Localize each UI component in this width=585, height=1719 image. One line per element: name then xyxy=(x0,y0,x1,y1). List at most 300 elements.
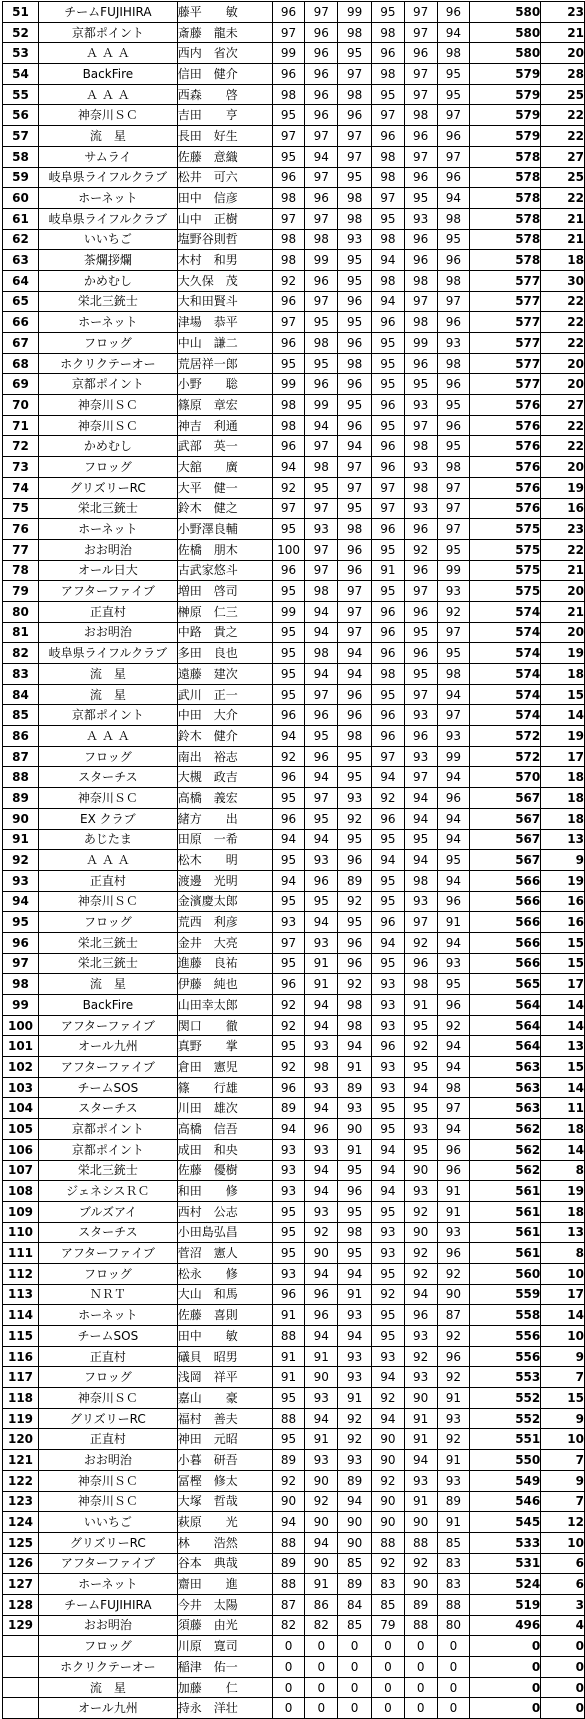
total-score-cell: 578 xyxy=(470,167,541,188)
series-1-cell: 88 xyxy=(272,1574,305,1595)
series-1-cell: 96 xyxy=(272,1284,305,1305)
series-2-cell: 0 xyxy=(305,1698,338,1719)
team-cell: 栄北三銃士 xyxy=(39,932,178,953)
series-4-cell: 95 xyxy=(372,353,405,374)
rank-cell: 64 xyxy=(3,270,39,291)
series-4-cell: 93 xyxy=(372,974,405,995)
series-2-cell: 97 xyxy=(305,291,338,312)
series-6-cell: 89 xyxy=(437,1491,470,1512)
series-4-cell: 83 xyxy=(372,1574,405,1595)
series-5-cell: 90 xyxy=(404,1388,437,1409)
series-5-cell: 96 xyxy=(404,250,437,271)
series-5-cell: 95 xyxy=(404,664,437,685)
series-2-cell: 96 xyxy=(305,43,338,64)
series-6-cell: 96 xyxy=(437,415,470,436)
series-1-cell: 96 xyxy=(272,167,305,188)
series-6-cell: 97 xyxy=(437,622,470,643)
shooter-name-cell: 西森 啓 xyxy=(177,84,272,105)
series-3-cell: 91 xyxy=(338,1388,372,1409)
series-3-cell: 98 xyxy=(338,1015,372,1036)
total-score-cell: 566 xyxy=(470,870,541,891)
inner-ten-count-cell: 28 xyxy=(541,64,585,85)
team-cell: アフターファイブ xyxy=(39,1243,178,1264)
series-5-cell: 96 xyxy=(404,1305,437,1326)
shooter-name-cell: 増田 啓司 xyxy=(177,581,272,602)
series-5-cell: 96 xyxy=(404,167,437,188)
series-3-cell: 96 xyxy=(338,539,372,560)
table-row xyxy=(3,726,585,747)
series-5-cell: 98 xyxy=(404,270,437,291)
shooter-name-cell: 佐藤 意織 xyxy=(177,146,272,167)
shooter-name-cell: 古武家悠斗 xyxy=(177,560,272,581)
table-row xyxy=(3,1326,585,1347)
series-6-cell: 92 xyxy=(437,1367,470,1388)
total-score-cell: 562 xyxy=(470,1139,541,1160)
total-score-cell: 556 xyxy=(470,1326,541,1347)
series-4-cell: 95 xyxy=(372,684,405,705)
series-3-cell: 95 xyxy=(338,250,372,271)
series-4-cell: 96 xyxy=(372,643,405,664)
series-4-cell: 96 xyxy=(372,1036,405,1057)
series-1-cell: 96 xyxy=(272,333,305,354)
series-4-cell: 93 xyxy=(372,1057,405,1078)
series-4-cell: 93 xyxy=(372,1346,405,1367)
shooter-name-cell: 佐藤 喜則 xyxy=(177,1305,272,1326)
series-1-cell: 96 xyxy=(272,436,305,457)
series-1-cell: 93 xyxy=(272,1181,305,1202)
rank-cell: 88 xyxy=(3,767,39,788)
shooter-name-cell: 今井 太陽 xyxy=(177,1594,272,1615)
series-6-cell: 91 xyxy=(437,1181,470,1202)
series-6-cell: 94 xyxy=(437,1036,470,1057)
series-2-cell: 91 xyxy=(305,953,338,974)
series-6-cell: 93 xyxy=(437,581,470,602)
series-4-cell: 96 xyxy=(372,601,405,622)
shooter-name-cell: 松木 明 xyxy=(177,850,272,871)
table-row xyxy=(3,664,585,685)
shooter-name-cell: 塩野谷則哲 xyxy=(177,229,272,250)
total-score-cell: 556 xyxy=(470,1346,541,1367)
series-4-cell: 95 xyxy=(372,870,405,891)
series-2-cell: 91 xyxy=(305,1574,338,1595)
team-cell: オール九州 xyxy=(39,1698,178,1719)
team-cell: 神奈川ＳＣ xyxy=(39,891,178,912)
total-score-cell: 551 xyxy=(470,1429,541,1450)
series-6-cell: 95 xyxy=(437,64,470,85)
series-3-cell: 91 xyxy=(338,1057,372,1078)
shooter-name-cell: 成田 和央 xyxy=(177,1139,272,1160)
team-cell: 流 星 xyxy=(39,684,178,705)
total-score-cell: 577 xyxy=(470,291,541,312)
series-5-cell: 95 xyxy=(404,1098,437,1119)
series-1-cell: 99 xyxy=(272,601,305,622)
inner-ten-count-cell: 10 xyxy=(541,1429,585,1450)
series-5-cell: 97 xyxy=(404,767,437,788)
rank-cell: 124 xyxy=(3,1512,39,1533)
series-3-cell: 0 xyxy=(338,1698,372,1719)
series-1-cell: 96 xyxy=(272,64,305,85)
rank-cell: 103 xyxy=(3,1077,39,1098)
rank-cell: 95 xyxy=(3,912,39,933)
total-score-cell: 577 xyxy=(470,353,541,374)
inner-ten-count-cell: 16 xyxy=(541,498,585,519)
team-cell: 茶爛拶爛 xyxy=(39,250,178,271)
series-1-cell: 97 xyxy=(272,932,305,953)
inner-ten-count-cell: 20 xyxy=(541,622,585,643)
series-2-cell: 0 xyxy=(305,1657,338,1678)
series-5-cell: 0 xyxy=(404,1636,437,1657)
series-2-cell: 0 xyxy=(305,1636,338,1657)
team-cell: 正直村 xyxy=(39,601,178,622)
series-4-cell: 95 xyxy=(372,208,405,229)
rank-cell: 73 xyxy=(3,457,39,478)
table-row xyxy=(3,105,585,126)
total-score-cell: 561 xyxy=(470,1201,541,1222)
series-4-cell: 90 xyxy=(372,1491,405,1512)
series-2-cell: 93 xyxy=(305,932,338,953)
inner-ten-count-cell: 17 xyxy=(541,974,585,995)
team-cell: 京都ポイント xyxy=(39,22,178,43)
series-4-cell: 96 xyxy=(372,519,405,540)
series-5-cell: 93 xyxy=(404,1326,437,1347)
series-3-cell: 94 xyxy=(338,436,372,457)
series-6-cell: 96 xyxy=(437,1160,470,1181)
shooter-name-cell: 津場 恭平 xyxy=(177,312,272,333)
total-score-cell: 578 xyxy=(470,229,541,250)
shooter-name-cell: 川原 寛司 xyxy=(177,1636,272,1657)
inner-ten-count-cell: 0 xyxy=(541,1677,585,1698)
table-row xyxy=(3,912,585,933)
inner-ten-count-cell: 19 xyxy=(541,477,585,498)
series-3-cell: 91 xyxy=(338,1284,372,1305)
table-row xyxy=(3,1222,585,1243)
team-cell: スターチス xyxy=(39,1098,178,1119)
table-row xyxy=(3,1098,585,1119)
series-4-cell: 94 xyxy=(372,850,405,871)
series-4-cell: 96 xyxy=(372,436,405,457)
series-3-cell: 93 xyxy=(338,1367,372,1388)
series-6-cell: 90 xyxy=(437,1284,470,1305)
series-1-cell: 93 xyxy=(272,1160,305,1181)
inner-ten-count-cell: 15 xyxy=(541,1057,585,1078)
series-3-cell: 94 xyxy=(338,664,372,685)
team-cell: BackFire xyxy=(39,995,178,1016)
rank-cell: 129 xyxy=(3,1615,39,1636)
series-2-cell: 95 xyxy=(305,477,338,498)
series-6-cell: 98 xyxy=(437,353,470,374)
inner-ten-count-cell: 20 xyxy=(541,374,585,395)
series-5-cell: 91 xyxy=(404,995,437,1016)
series-5-cell: 97 xyxy=(404,2,437,23)
team-cell: フロッグ xyxy=(39,333,178,354)
total-score-cell: 578 xyxy=(470,146,541,167)
series-3-cell: 98 xyxy=(338,188,372,209)
series-5-cell: 95 xyxy=(404,1015,437,1036)
shooter-name-cell: 榊原 仁三 xyxy=(177,601,272,622)
table-row xyxy=(3,477,585,498)
team-cell: ホクリクテーオー xyxy=(39,353,178,374)
table-row xyxy=(3,43,585,64)
team-cell: 京都ポイント xyxy=(39,1119,178,1140)
series-4-cell: 95 xyxy=(372,333,405,354)
rank-cell xyxy=(3,1657,39,1678)
series-6-cell: 92 xyxy=(437,1429,470,1450)
series-1-cell: 96 xyxy=(272,1077,305,1098)
rank-cell: 86 xyxy=(3,726,39,747)
series-2-cell: 98 xyxy=(305,457,338,478)
series-4-cell: 96 xyxy=(372,395,405,416)
table-row xyxy=(3,312,585,333)
inner-ten-count-cell: 17 xyxy=(541,746,585,767)
table-row xyxy=(3,291,585,312)
total-score-cell: 576 xyxy=(470,457,541,478)
series-2-cell: 90 xyxy=(305,1470,338,1491)
rank-cell: 104 xyxy=(3,1098,39,1119)
rank-cell: 84 xyxy=(3,684,39,705)
series-1-cell: 0 xyxy=(272,1677,305,1698)
table-row xyxy=(3,1015,585,1036)
series-1-cell: 98 xyxy=(272,229,305,250)
series-5-cell: 93 xyxy=(404,705,437,726)
team-cell: グリズリーRC xyxy=(39,1532,178,1553)
inner-ten-count-cell: 20 xyxy=(541,353,585,374)
total-score-cell: 572 xyxy=(470,726,541,747)
series-2-cell: 96 xyxy=(305,270,338,291)
series-4-cell: 95 xyxy=(372,1326,405,1347)
shooter-name-cell: 荒西 利彦 xyxy=(177,912,272,933)
team-cell: オール日大 xyxy=(39,560,178,581)
shooter-name-cell: 齋田 進 xyxy=(177,1574,272,1595)
series-4-cell: 98 xyxy=(372,664,405,685)
rank-cell: 128 xyxy=(3,1594,39,1615)
shooter-name-cell: 小野澤良輔 xyxy=(177,519,272,540)
team-cell: Ａ Ａ Ａ xyxy=(39,84,178,105)
series-4-cell: 0 xyxy=(372,1677,405,1698)
series-6-cell: 92 xyxy=(437,601,470,622)
total-score-cell: 561 xyxy=(470,1243,541,1264)
series-5-cell: 89 xyxy=(404,1594,437,1615)
total-score-cell: 0 xyxy=(470,1677,541,1698)
series-1-cell: 89 xyxy=(272,1098,305,1119)
shooter-name-cell: 菅沼 憲人 xyxy=(177,1243,272,1264)
series-5-cell: 90 xyxy=(404,1160,437,1181)
team-cell: 京都ポイント xyxy=(39,374,178,395)
series-6-cell: 92 xyxy=(437,1015,470,1036)
total-score-cell: 579 xyxy=(470,64,541,85)
team-cell: アフターファイブ xyxy=(39,581,178,602)
series-3-cell: 98 xyxy=(338,353,372,374)
table-row xyxy=(3,1160,585,1181)
rank-cell: 115 xyxy=(3,1326,39,1347)
table-row xyxy=(3,250,585,271)
series-5-cell: 92 xyxy=(404,1243,437,1264)
rank-cell: 90 xyxy=(3,808,39,829)
series-1-cell: 92 xyxy=(272,1470,305,1491)
series-1-cell: 98 xyxy=(272,250,305,271)
rank-cell: 99 xyxy=(3,995,39,1016)
rank-cell: 96 xyxy=(3,932,39,953)
shooter-name-cell: 関口 徹 xyxy=(177,1015,272,1036)
inner-ten-count-cell: 21 xyxy=(541,22,585,43)
team-cell: BackFire xyxy=(39,64,178,85)
series-2-cell: 97 xyxy=(305,126,338,147)
team-cell: 栄北三銃士 xyxy=(39,498,178,519)
team-cell: 神奈川ＳＣ xyxy=(39,1388,178,1409)
series-1-cell: 94 xyxy=(272,1119,305,1140)
series-2-cell: 94 xyxy=(305,1408,338,1429)
series-1-cell: 89 xyxy=(272,1553,305,1574)
series-2-cell: 93 xyxy=(305,519,338,540)
series-3-cell: 95 xyxy=(338,1243,372,1264)
inner-ten-count-cell: 0 xyxy=(541,1636,585,1657)
team-cell: ホクリクテーオー xyxy=(39,1657,178,1678)
team-cell: Ａ Ａ Ａ xyxy=(39,43,178,64)
team-cell: 栄北三銃士 xyxy=(39,291,178,312)
total-score-cell: 576 xyxy=(470,395,541,416)
total-score-cell: 579 xyxy=(470,126,541,147)
series-5-cell: 98 xyxy=(404,105,437,126)
series-2-cell: 94 xyxy=(305,1326,338,1347)
table-row xyxy=(3,1201,585,1222)
rank-cell: 80 xyxy=(3,601,39,622)
rank-cell: 110 xyxy=(3,1222,39,1243)
total-score-cell: 577 xyxy=(470,270,541,291)
series-1-cell: 98 xyxy=(272,415,305,436)
series-2-cell: 93 xyxy=(305,1201,338,1222)
rank-cell: 83 xyxy=(3,664,39,685)
series-1-cell: 99 xyxy=(272,374,305,395)
series-2-cell: 96 xyxy=(305,1284,338,1305)
series-5-cell: 0 xyxy=(404,1698,437,1719)
series-2-cell: 94 xyxy=(305,1160,338,1181)
inner-ten-count-cell: 16 xyxy=(541,912,585,933)
series-3-cell: 97 xyxy=(338,126,372,147)
shooter-name-cell: 田原 一希 xyxy=(177,829,272,850)
series-4-cell: 94 xyxy=(372,1181,405,1202)
shooter-name-cell: 須藤 由光 xyxy=(177,1615,272,1636)
inner-ten-count-cell: 0 xyxy=(541,1698,585,1719)
series-2-cell: 96 xyxy=(305,1119,338,1140)
series-5-cell: 98 xyxy=(404,870,437,891)
table-row xyxy=(3,1615,585,1636)
total-score-cell: 552 xyxy=(470,1408,541,1429)
series-3-cell: 95 xyxy=(338,395,372,416)
series-2-cell: 93 xyxy=(305,850,338,871)
series-1-cell: 92 xyxy=(272,746,305,767)
series-3-cell: 94 xyxy=(338,1263,372,1284)
team-cell: チームSOS xyxy=(39,1077,178,1098)
series-1-cell: 95 xyxy=(272,1429,305,1450)
series-5-cell: 96 xyxy=(404,726,437,747)
team-cell: 流 星 xyxy=(39,126,178,147)
series-5-cell: 94 xyxy=(404,1077,437,1098)
series-3-cell: 97 xyxy=(338,146,372,167)
inner-ten-count-cell: 23 xyxy=(541,519,585,540)
team-cell: ブルズアイ xyxy=(39,1201,178,1222)
total-score-cell: 575 xyxy=(470,519,541,540)
shooter-name-cell: 大槻 政吉 xyxy=(177,767,272,788)
series-6-cell: 96 xyxy=(437,312,470,333)
shooter-name-cell: 緒方 出 xyxy=(177,808,272,829)
rank-cell: 117 xyxy=(3,1367,39,1388)
series-6-cell: 96 xyxy=(437,1243,470,1264)
series-2-cell: 95 xyxy=(305,726,338,747)
series-5-cell: 90 xyxy=(404,1574,437,1595)
team-cell: Ａ Ａ Ａ xyxy=(39,726,178,747)
team-cell: 京都ポイント xyxy=(39,1139,178,1160)
team-cell: 正直村 xyxy=(39,870,178,891)
total-score-cell: 567 xyxy=(470,788,541,809)
series-3-cell: 96 xyxy=(338,291,372,312)
series-1-cell: 93 xyxy=(272,1139,305,1160)
series-2-cell: 98 xyxy=(305,581,338,602)
series-1-cell: 87 xyxy=(272,1594,305,1615)
inner-ten-count-cell: 11 xyxy=(541,1098,585,1119)
shooter-name-cell: 小暮 研吾 xyxy=(177,1450,272,1471)
series-2-cell: 96 xyxy=(305,1305,338,1326)
series-6-cell: 98 xyxy=(437,270,470,291)
inner-ten-count-cell: 18 xyxy=(541,664,585,685)
shooter-name-cell: 福村 善夫 xyxy=(177,1408,272,1429)
series-4-cell: 95 xyxy=(372,539,405,560)
series-6-cell: 98 xyxy=(437,457,470,478)
table-row xyxy=(3,1077,585,1098)
total-score-cell: 570 xyxy=(470,767,541,788)
series-4-cell: 93 xyxy=(372,1243,405,1264)
series-1-cell: 95 xyxy=(272,664,305,685)
shooter-name-cell: 真野 掌 xyxy=(177,1036,272,1057)
series-2-cell: 94 xyxy=(305,1015,338,1036)
series-6-cell: 97 xyxy=(437,1098,470,1119)
series-3-cell: 93 xyxy=(338,1346,372,1367)
inner-ten-count-cell: 18 xyxy=(541,808,585,829)
rank-cell: 69 xyxy=(3,374,39,395)
team-cell: 神奈川ＳＣ xyxy=(39,105,178,126)
rank-cell: 59 xyxy=(3,167,39,188)
rank-cell: 82 xyxy=(3,643,39,664)
team-cell: 神奈川ＳＣ xyxy=(39,395,178,416)
series-2-cell: 94 xyxy=(305,1181,338,1202)
rank-cell: 55 xyxy=(3,84,39,105)
shooter-name-cell: 篠 行雄 xyxy=(177,1077,272,1098)
shooter-name-cell: 高橋 信吾 xyxy=(177,1119,272,1140)
table-row xyxy=(3,84,585,105)
series-3-cell: 95 xyxy=(338,829,372,850)
series-2-cell: 94 xyxy=(305,995,338,1016)
table-row xyxy=(3,353,585,374)
series-2-cell: 98 xyxy=(305,643,338,664)
series-6-cell: 91 xyxy=(437,912,470,933)
team-cell: アフターファイブ xyxy=(39,1015,178,1036)
series-6-cell: 93 xyxy=(437,1470,470,1491)
series-3-cell: 96 xyxy=(338,705,372,726)
series-4-cell: 96 xyxy=(372,126,405,147)
series-3-cell: 95 xyxy=(338,767,372,788)
series-2-cell: 94 xyxy=(305,664,338,685)
series-2-cell: 90 xyxy=(305,1367,338,1388)
table-row xyxy=(3,870,585,891)
series-3-cell: 97 xyxy=(338,622,372,643)
team-cell: 流 星 xyxy=(39,1677,178,1698)
shooter-name-cell: 伊藤 純也 xyxy=(177,974,272,995)
series-4-cell: 94 xyxy=(372,1367,405,1388)
series-5-cell: 96 xyxy=(404,43,437,64)
series-1-cell: 0 xyxy=(272,1698,305,1719)
series-2-cell: 96 xyxy=(305,84,338,105)
inner-ten-count-cell: 17 xyxy=(541,1284,585,1305)
total-score-cell: 575 xyxy=(470,581,541,602)
shooter-name-cell: 佐藤 優樹 xyxy=(177,1160,272,1181)
